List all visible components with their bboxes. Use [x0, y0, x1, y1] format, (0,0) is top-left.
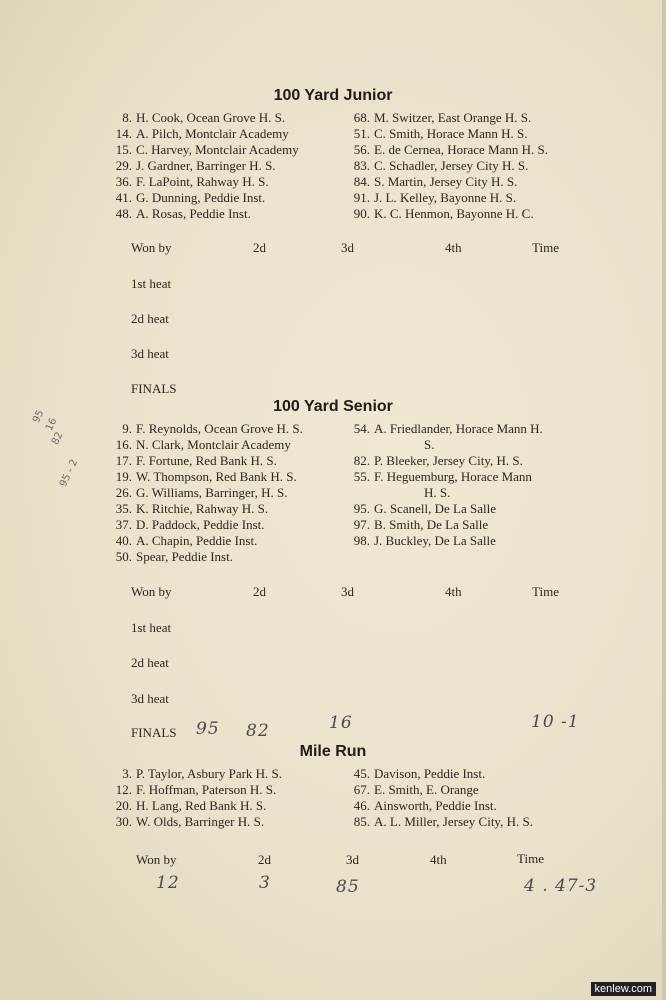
- entrant: 45. Davison, Peddie Inst.: [353, 766, 486, 781]
- entrant: 20. H. Lang, Red Bank H. S.: [115, 798, 267, 813]
- entrant: 8. H. Cook, Ocean Grove H. S.: [122, 110, 286, 125]
- second-heat-label: 2d heat: [131, 311, 169, 326]
- entrant: 90. K. C. Henmon, Bayonne H. C.: [353, 206, 534, 221]
- second-heat-label: 2d heat: [131, 655, 169, 670]
- second-place-label: 2d: [258, 852, 271, 867]
- site-watermark: kenlew.com: [591, 982, 656, 996]
- entrant: 95. G. Scanell, De La Salle: [353, 501, 497, 516]
- entrant: 91. J. L. Kelley, Bayonne H. S.: [353, 190, 517, 205]
- entrant-continuation: S.: [424, 437, 435, 452]
- entrant: 54. A. Friedlander, Horace Mann H.: [353, 421, 543, 436]
- fourth-place-label: 4th: [445, 584, 462, 599]
- entrant: 48. A. Rosas, Peddie Inst.: [115, 206, 251, 221]
- fourth-place-label: 4th: [430, 852, 447, 867]
- third-place-label: 3d: [341, 584, 354, 599]
- entrant: 98. J. Buckley, De La Salle: [353, 533, 496, 548]
- finals-label: FINALS: [131, 725, 177, 740]
- entrant: 97. B. Smith, De La Salle: [353, 517, 489, 532]
- finals-label: FINALS: [131, 381, 177, 396]
- time-label: Time: [532, 240, 559, 255]
- handwritten-time: 4 . 47-3: [524, 876, 598, 896]
- entrant-continuation: H. S.: [424, 485, 451, 500]
- first-heat-label: 1st heat: [131, 276, 172, 291]
- entrant: 68. M. Switzer, East Orange H. S.: [353, 110, 532, 125]
- margin-note: 82: [50, 430, 66, 447]
- entrant: 50. Spear, Peddie Inst.: [115, 549, 233, 564]
- fourth-place-label: 4th: [445, 240, 462, 255]
- entrant: 37. D. Paddock, Peddie Inst.: [115, 517, 265, 532]
- entrant: 85. A. L. Miller, Jersey City, H. S.: [353, 814, 533, 829]
- won-by-label: Won by: [136, 852, 177, 867]
- handwritten-second: 3: [259, 873, 271, 893]
- entrant: 82. P. Bleeker, Jersey City, H. S.: [353, 453, 523, 468]
- first-heat-label: 1st heat: [131, 620, 172, 635]
- handwritten-third: 16: [329, 713, 353, 733]
- entrant: 55. F. Heguemburg, Horace Mann: [353, 469, 532, 484]
- third-heat-label: 3d heat: [131, 691, 169, 706]
- handwritten-winner: 95: [196, 719, 220, 739]
- won-by-label: Won by: [131, 240, 172, 255]
- entrant: 51. C. Smith, Horace Mann H. S.: [353, 126, 528, 141]
- entrant: 46. Ainsworth, Peddie Inst.: [353, 798, 497, 813]
- time-label: Time: [517, 851, 544, 866]
- event-title-100-yard-senior: 100 Yard Senior: [273, 398, 393, 415]
- third-heat-label: 3d heat: [131, 346, 169, 361]
- entrant: 3. P. Taylor, Asbury Park H. S.: [122, 766, 283, 781]
- handwritten-third: 85: [336, 877, 360, 897]
- entrant: 36. F. LaPoint, Rahway H. S.: [115, 174, 269, 189]
- entrant: 35. K. Ritchie, Rahway H. S.: [115, 501, 269, 516]
- handwritten-time: 10 -1: [531, 712, 580, 732]
- entrant: 17. F. Fortune, Red Bank H. S.: [115, 453, 277, 468]
- entrant: 19. W. Thompson, Red Bank H. S.: [115, 469, 297, 484]
- entrant: 14. A. Pilch, Montclair Academy: [115, 126, 289, 141]
- won-by-label: Won by: [131, 584, 172, 599]
- margin-note: 95 - 2: [58, 457, 81, 489]
- margin-note: 95: [31, 408, 47, 425]
- entrant: 15. C. Harvey, Montclair Academy: [115, 142, 299, 157]
- entrant: 30. W. Olds, Barringer H. S.: [115, 814, 265, 829]
- entrant: 41. G. Dunning, Peddie Inst.: [115, 190, 266, 205]
- event-title-mile-run: Mile Run: [299, 743, 367, 760]
- second-place-label: 2d: [253, 584, 266, 599]
- time-label: Time: [532, 584, 559, 599]
- entrant: 84. S. Martin, Jersey City H. S.: [353, 174, 518, 189]
- entrant: 67. E. Smith, E. Orange: [353, 782, 479, 797]
- entrant: 29. J. Gardner, Barringer H. S.: [115, 158, 276, 173]
- entrant: 40. A. Chapin, Peddie Inst.: [115, 533, 258, 548]
- third-place-label: 3d: [341, 240, 354, 255]
- handwritten-second: 82: [246, 721, 270, 741]
- event-title-100-yard-junior: 100 Yard Junior: [273, 87, 393, 104]
- entrant: 16. N. Clark, Montclair Academy: [115, 437, 291, 452]
- entrant: 83. C. Schadler, Jersey City H. S.: [353, 158, 529, 173]
- entrant: 9. F. Reynolds, Ocean Grove H. S.: [122, 421, 303, 436]
- margin-note: 16: [44, 416, 60, 433]
- third-place-label: 3d: [346, 852, 359, 867]
- entrant: 26. G. Williams, Barringer, H. S.: [115, 485, 288, 500]
- entrant: 56. E. de Cernea, Horace Mann H. S.: [353, 142, 548, 157]
- handwritten-winner: 12: [156, 873, 180, 893]
- second-place-label: 2d: [253, 240, 266, 255]
- entrant: 12. F. Hoffman, Paterson H. S.: [115, 782, 277, 797]
